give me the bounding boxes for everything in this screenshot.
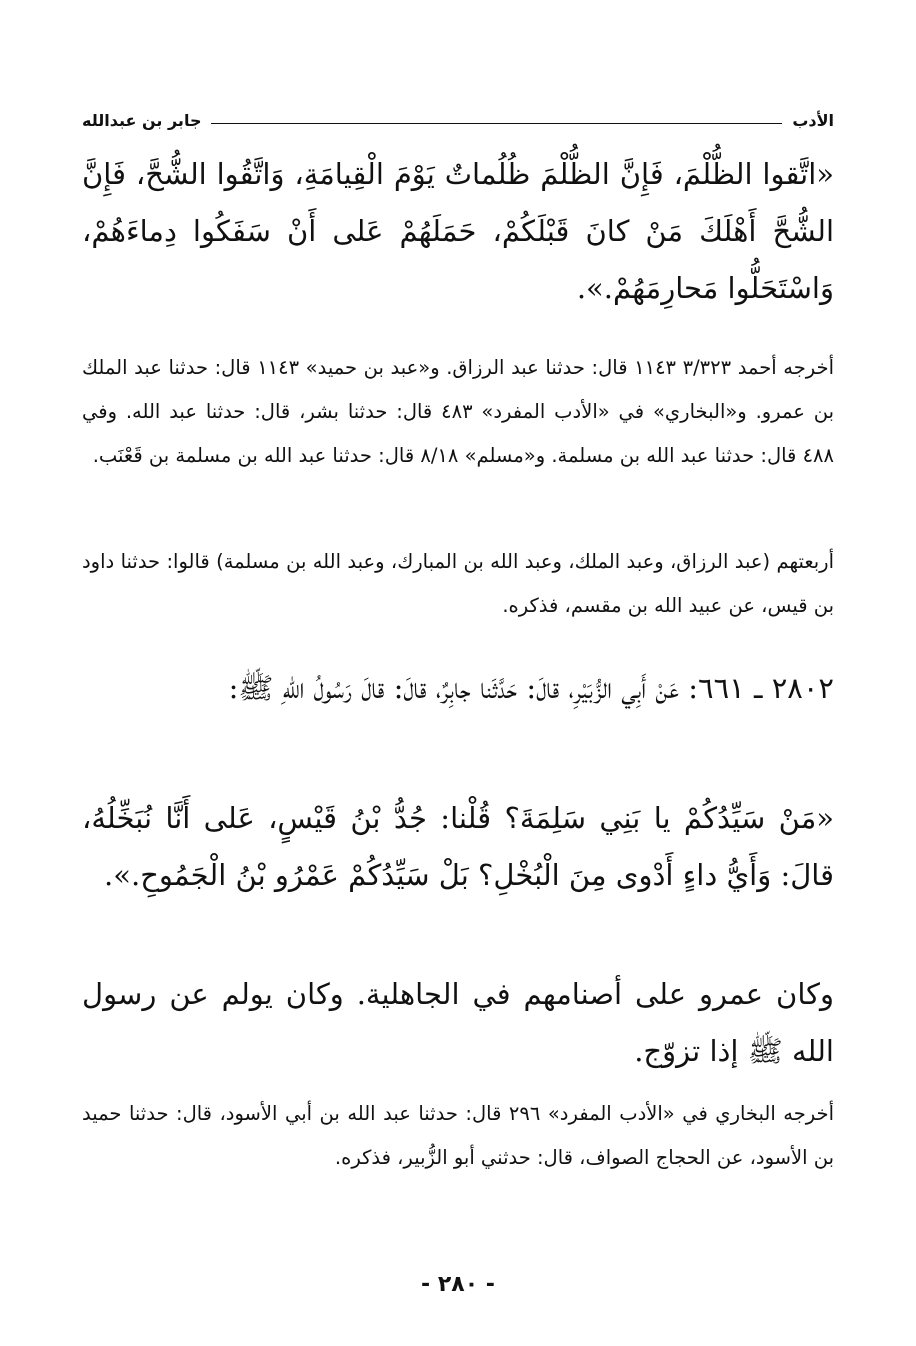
header-section-title: جابر بن عبدالله xyxy=(82,111,202,130)
page-number: - ٢٨٠ - xyxy=(421,1272,495,1297)
note-paragraph-2: وكان عمرو على أصنامهم في الجاهلية. وكان يولم عن رسول الله ﷺ إذا تزوّج. xyxy=(82,977,834,1068)
takhrij-paragraph-2: أخرجه البخاري في «الأدب المفرد» ٢٩٦ قال: حدثنا عبد الله بن أبي الأسود، قال: حدثنا حميد بن الأسود، عن الحجاج الصواف، قال: حدثني أبو الزُّبير، فذكره. xyxy=(82,1102,834,1169)
takhrij-paragraph-1: أخرجه أحمد ٣/٣٢٣ ١١٤٣ قال: حدثنا عبد الرزاق. و«عبد بن حميد» ١١٤٣ قال: حدثنا عبد الملك بن عمرو. و«البخاري» في «الأدب المفرد» ٤٨٣ قال: حدثنا بشر، قال: حدثنا عبد الله. وفي ٤٨٨ قال: حدثنا عبد الله بن مسلمة. و«مسلم» ٨/١٨ قال: حدثنا عبد الله بن مسلمة بن قَعْنَب. xyxy=(82,356,835,467)
isnad-paragraph-1: أربعتهم (عبد الرزاق، وعبد الملك، وعبد الله بن المبارك، وعبد الله بن مسلمة) قالوا: حدثنا داود بن قيس، عن عبيد الله بن مقسم، فذكره. xyxy=(82,550,834,617)
header-chapter-title: الأدب xyxy=(792,111,834,130)
running-header xyxy=(82,104,834,130)
hadith-intro-2: ٢٨٠٢ ـ ٦٦١: عَنْ أَبِي الزُّبَيْرِ، قالَ: حَدَّثَنا جابِرٌ، قالَ: قالَ رَسُولُ اللهِ ﷺ: xyxy=(228,671,834,705)
header-rule xyxy=(211,123,782,124)
hadith-text-1: «اتَّقوا الظُّلْمَ، فَإِنَّ الظُّلْمَ ظُلُماتٌ يَوْمَ الْقِيامَةِ، وَاتَّقُوا الشُّحَّ، فَإِنَّ الشُّحَّ أَهْلَكَ مَنْ كانَ قَبْلَكُمْ، حَمَلَهُمْ عَلى أَنْ سَفَكُوا دِماءَهُمْ، وَاسْتَحَلُّوا مَحارِمَهُمْ.». xyxy=(82,157,834,305)
hadith-text-2: «مَنْ سَيِّدُكُمْ يا بَنِي سَلِمَةَ؟ قُلْنا: جُدُّ بْنُ قَيْسٍ، عَلى أَنَّا نُبَخِّلُهُ، قالَ: وَأَيُّ داءٍ أَدْوى مِنَ الْبُخْلِ؟ بَلْ سَيِّدُكُمْ عَمْرُو بْنُ الْجَمُوحِ.». xyxy=(82,801,834,892)
